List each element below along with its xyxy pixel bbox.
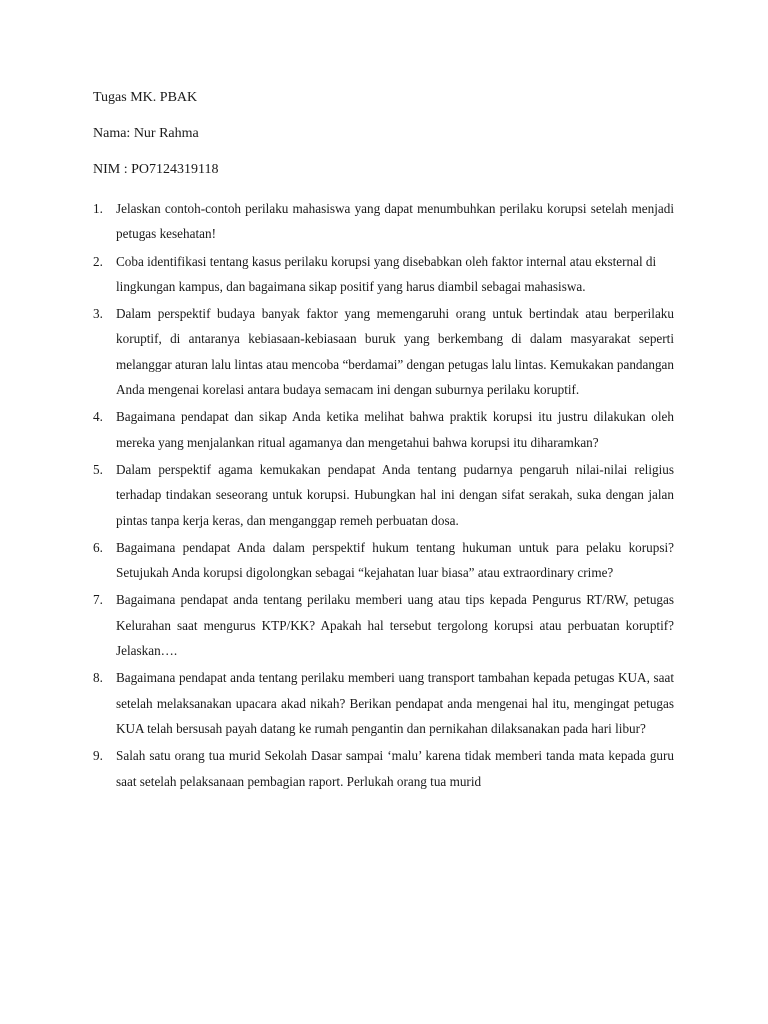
question-item xyxy=(93,404,674,455)
question-number: 9. xyxy=(93,748,103,764)
question-text: Bagaimana pendapat anda tentang perilaku memberi uang atau tips kepada Pengurus RT/RW, petugas Kelurahan saat mengurus KTP/KK? Apakah hal tersebut tergolong korupsi atau perbuatan koruptif? Jelaskan…. xyxy=(116,592,674,659)
question-item xyxy=(93,535,674,586)
question-text: Salah satu orang tua murid Sekolah Dasar sampai ‘malu’ karena tidak memberi tanda mata kepada guru saat setelah pelaksanaan pembagian raport. Perlukah orang tua murid xyxy=(116,748,674,789)
question-text: Jelaskan contoh-contoh perilaku mahasiswa yang dapat menumbuhkan perilaku korupsi setelah menjadi petugas kesehatan! xyxy=(116,201,674,242)
question-text: Coba identifikasi tentang kasus perilaku korupsi yang disebabkan oleh faktor internal atau eksternal di lingkungan kampus, dan bagaimana sikap positif yang harus diambil sebagai mahasiswa. xyxy=(116,253,657,294)
question-item xyxy=(93,665,674,741)
question-item xyxy=(93,196,674,247)
student-nim: NIM : PO7124319118 xyxy=(93,162,219,177)
question-item xyxy=(93,457,674,533)
question-number: 5. xyxy=(93,461,103,477)
question-text: Bagaimana pendapat anda tentang perilaku memberi uang transport tambahan kepada petugas KUA, saat setelah melaksanakan upacara akad nikah? Berikan pendapat anda mengenai hal itu, mengingat petugas KUA telah bersusah payah datang ke rumah pengantin dan pernikahan dilaksanakan pada hari libur? xyxy=(116,670,674,736)
question-number: 2. xyxy=(93,253,103,269)
question-item xyxy=(93,587,674,663)
student-name: Nama: Nur Rahma xyxy=(93,126,199,141)
question-list xyxy=(93,196,674,796)
question-item xyxy=(93,743,674,794)
question-text: Dalam perspektif budaya banyak faktor yang memengaruhi orang untuk bertindak atau berperilaku koruptif, di antaranya kebiasaan-kebiasaan buruk yang berkembang di dalam masyarakat seperti melanggar aturan lalu lintas atau mencoba “berdamai” dengan petugas lalu lintas. Kemukakan pandangan Anda mengenai korelasi antara budaya semacam ini dengan suburnya perilaku koruptif. xyxy=(116,306,674,398)
question-number: 7. xyxy=(93,592,103,608)
question-number: 8. xyxy=(93,670,103,686)
question-number: 1. xyxy=(93,201,103,216)
question-number: 6. xyxy=(93,539,103,555)
question-number: 3. xyxy=(93,306,103,322)
question-text: Dalam perspektif agama kemukakan pendapat Anda tentang pudarnya pengaruh nilai-nilai religius terhadap tindakan seseorang untuk korupsi. Hubungkan hal ini dengan sifat serakah, suka dengan jalan pintas tanpa kerja keras, dan menganggap remeh perbuatan dosa. xyxy=(116,461,674,528)
assignment-title: Tugas MK. PBAK xyxy=(93,90,198,105)
question-item xyxy=(93,249,674,300)
question-text: Bagaimana pendapat Anda dalam perspektif hukum tentang hukuman untuk para pelaku korupsi? Setujukah Anda korupsi digolongkan sebagai “kejahatan luar biasa” atau extraordinary crime? xyxy=(116,539,674,581)
question-text: Bagaimana pendapat dan sikap Anda ketika melihat bahwa praktik korupsi itu justru dilakukan oleh mereka yang menjalankan ritual agamanya dan mengetahui bahwa korupsi itu diharamkan? xyxy=(116,409,674,450)
question-item xyxy=(93,301,674,402)
question-number: 4. xyxy=(93,409,103,425)
